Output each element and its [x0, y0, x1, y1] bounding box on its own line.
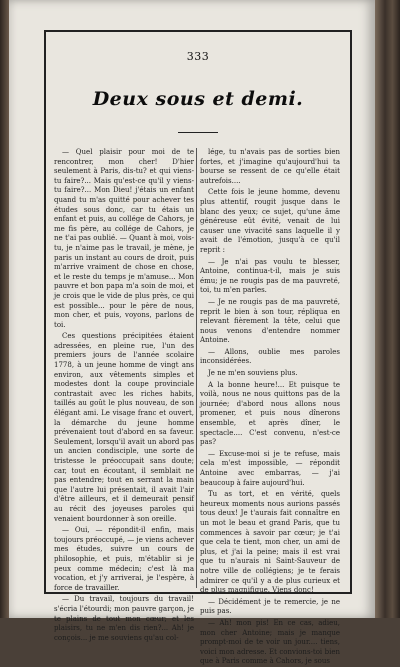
paragraph: lége, tu n'avais pas de sorties bien fortes, et j'imagine qu'aujourd'hui ta bourse se ressent de ce qu'elle était autrefois....	[200, 148, 340, 185]
paragraph: Je ne m'en souviens plus.	[208, 369, 298, 378]
paragraph: Tu as tort, et en vérité, quels heureux moments nous aurions passés tous deux! Je t'aurais fait connaître en un mot le beau et grand Paris, que tu commences à savoir par cœur; je t'ai que cela te tient, mon cher, un ami de plus, et j'ai la peine; mais il est vrai que tu n'aurais ni Saint-Sauveur de notre ville de collégiens; je te ferais admirer ce qu'il y a de plus curieux et de plus magnifique. Viens donc!	[200, 490, 340, 595]
paragraph: — Je ne rougis pas de ma pauvreté, reprit le bien à son tour, répliqua en relevant fièrement la tête, celui que nous venons d'entendre nommer Antoine.	[200, 297, 340, 345]
book-page	[9, 0, 375, 666]
title-rule	[178, 132, 218, 133]
text-frame	[44, 30, 352, 666]
paragraph: — Quel plaisir pour moi de te rencontrer, mon cher! D'hier seulement à Paris, dis-tu? et qui viens-tu faire?... Mais qu'est-ce qu'il y viens-tu faire?... Mon Dieu! j'étais un enfant quand tu m'as quitté pour achever tes études sous donc, car tu étais un enfant et puis, au collége de Cahors, je me fis père, au collége de Cahors, je ne t'ai pas oublié. — Quant à moi, vois-tu, je n'aime pas le travail, je mène, je paris un instant au cours de droit, puis m'arrive vraiment de chose en chose, et le reste du temps je m'amuse... Mon pauvre et bon papa m'a soin de moi, et je crois que le vide de plus près, ce qui est possible... pour le père de nous, mon cher, et puis, voyons, parlons de toi.	[54, 148, 194, 329]
paragraph: — Décidément je te remercie, je ne puis pas.	[200, 597, 340, 616]
paragraph: — Je n'ai pas voulu te blesser, Antoine, continua-t-il, mais je suis ému; je ne rougis pas de ma pauvreté, toi, tu m'en parles.	[200, 257, 340, 295]
left-column	[54, 148, 194, 642]
book-edge	[0, 0, 9, 618]
right-column	[200, 148, 340, 666]
paragraph: — Ah! mon pis! En ce cas, adieu, mon cher Antoine; mais je manque prompt-moi de te voir un jour.... tiens, voici mon adresse. Et convions-toi bien que à Paris comme à Cahors, je sous	[200, 618, 340, 666]
paragraph: Ces questions précipitées étaient adressées, en pleine rue, l'un des premiers jours de l'année scolaire 1778, à un jeune homme de vingt ans environ, aux vêtements simples et modestes dont la coupe provinciale contrastait avec les riches habits, taillés au goût le plus nouveau, de son élégant ami. Le visage franc et ouvert, la démarche du jeune homme prévenaient tout d'abord en sa faveur. Seulement, lorsqu'il avait un abord pas un ancien condisciple, une sorte de tristesse le préoccupait sans doute; car, tout en écoutant, il semblait ne pas entendre; tout en serrant la main que l'autre lui présentait, il avait l'air d'être ailleurs, et il demeurait pensif au récit des joyeuses paroles qui venaient bourdonner à son oreille.	[54, 332, 194, 523]
paragraph: A la bonne heure!... Et puisque te voilà, nous ne nous quittons pas de la journée; d'abord nous allons nous promener, et puis nous dînerons ensemble, et après dîner, le spectacle.... C'est convenu, n'est-ce pas?	[200, 380, 340, 447]
paragraph: — Allons, oublie mes paroles inconsidérées.	[200, 347, 340, 366]
column-divider	[196, 148, 197, 588]
chapter-title: Deux sous et demi.	[92, 88, 304, 110]
paragraph: — Excuse-moi si je te refuse, mais cela m'est impossible, — répondit Antoine avec embarras, — j'ai beaucoup à faire aujourd'hui.	[200, 449, 340, 487]
page-number: 333	[186, 50, 210, 63]
paragraph: — Oui, — répondit-il enfin, mais toujours préoccupé, — je viens achever mes études, suivre un cours de philosophie, et puis, m'établir si je peux comme médecin; c'est là ma vocation, et j'y arriverai, je l'espère, à force de travailler.	[54, 526, 194, 592]
paragraph: — Du travail, toujours du travail! s'écria l'étourdi; mon pauvre garçon, je te plains de tout mon cœur; et les plaisirs, tu ne m'en dis rien?... Ah! je conçois... je me souviens qu'au col-	[54, 595, 194, 642]
paragraph: Cette fois le jeune homme, devenu plus attentif, rougit jusque dans le blanc des yeux; ce sujet, qu'une âme généreuse eût évité, venait de lui causer une vivacité sans laquelle il y avait de l'émotion, jusqu'à ce qu'il reprit :	[200, 188, 340, 254]
book-spine	[375, 0, 400, 618]
